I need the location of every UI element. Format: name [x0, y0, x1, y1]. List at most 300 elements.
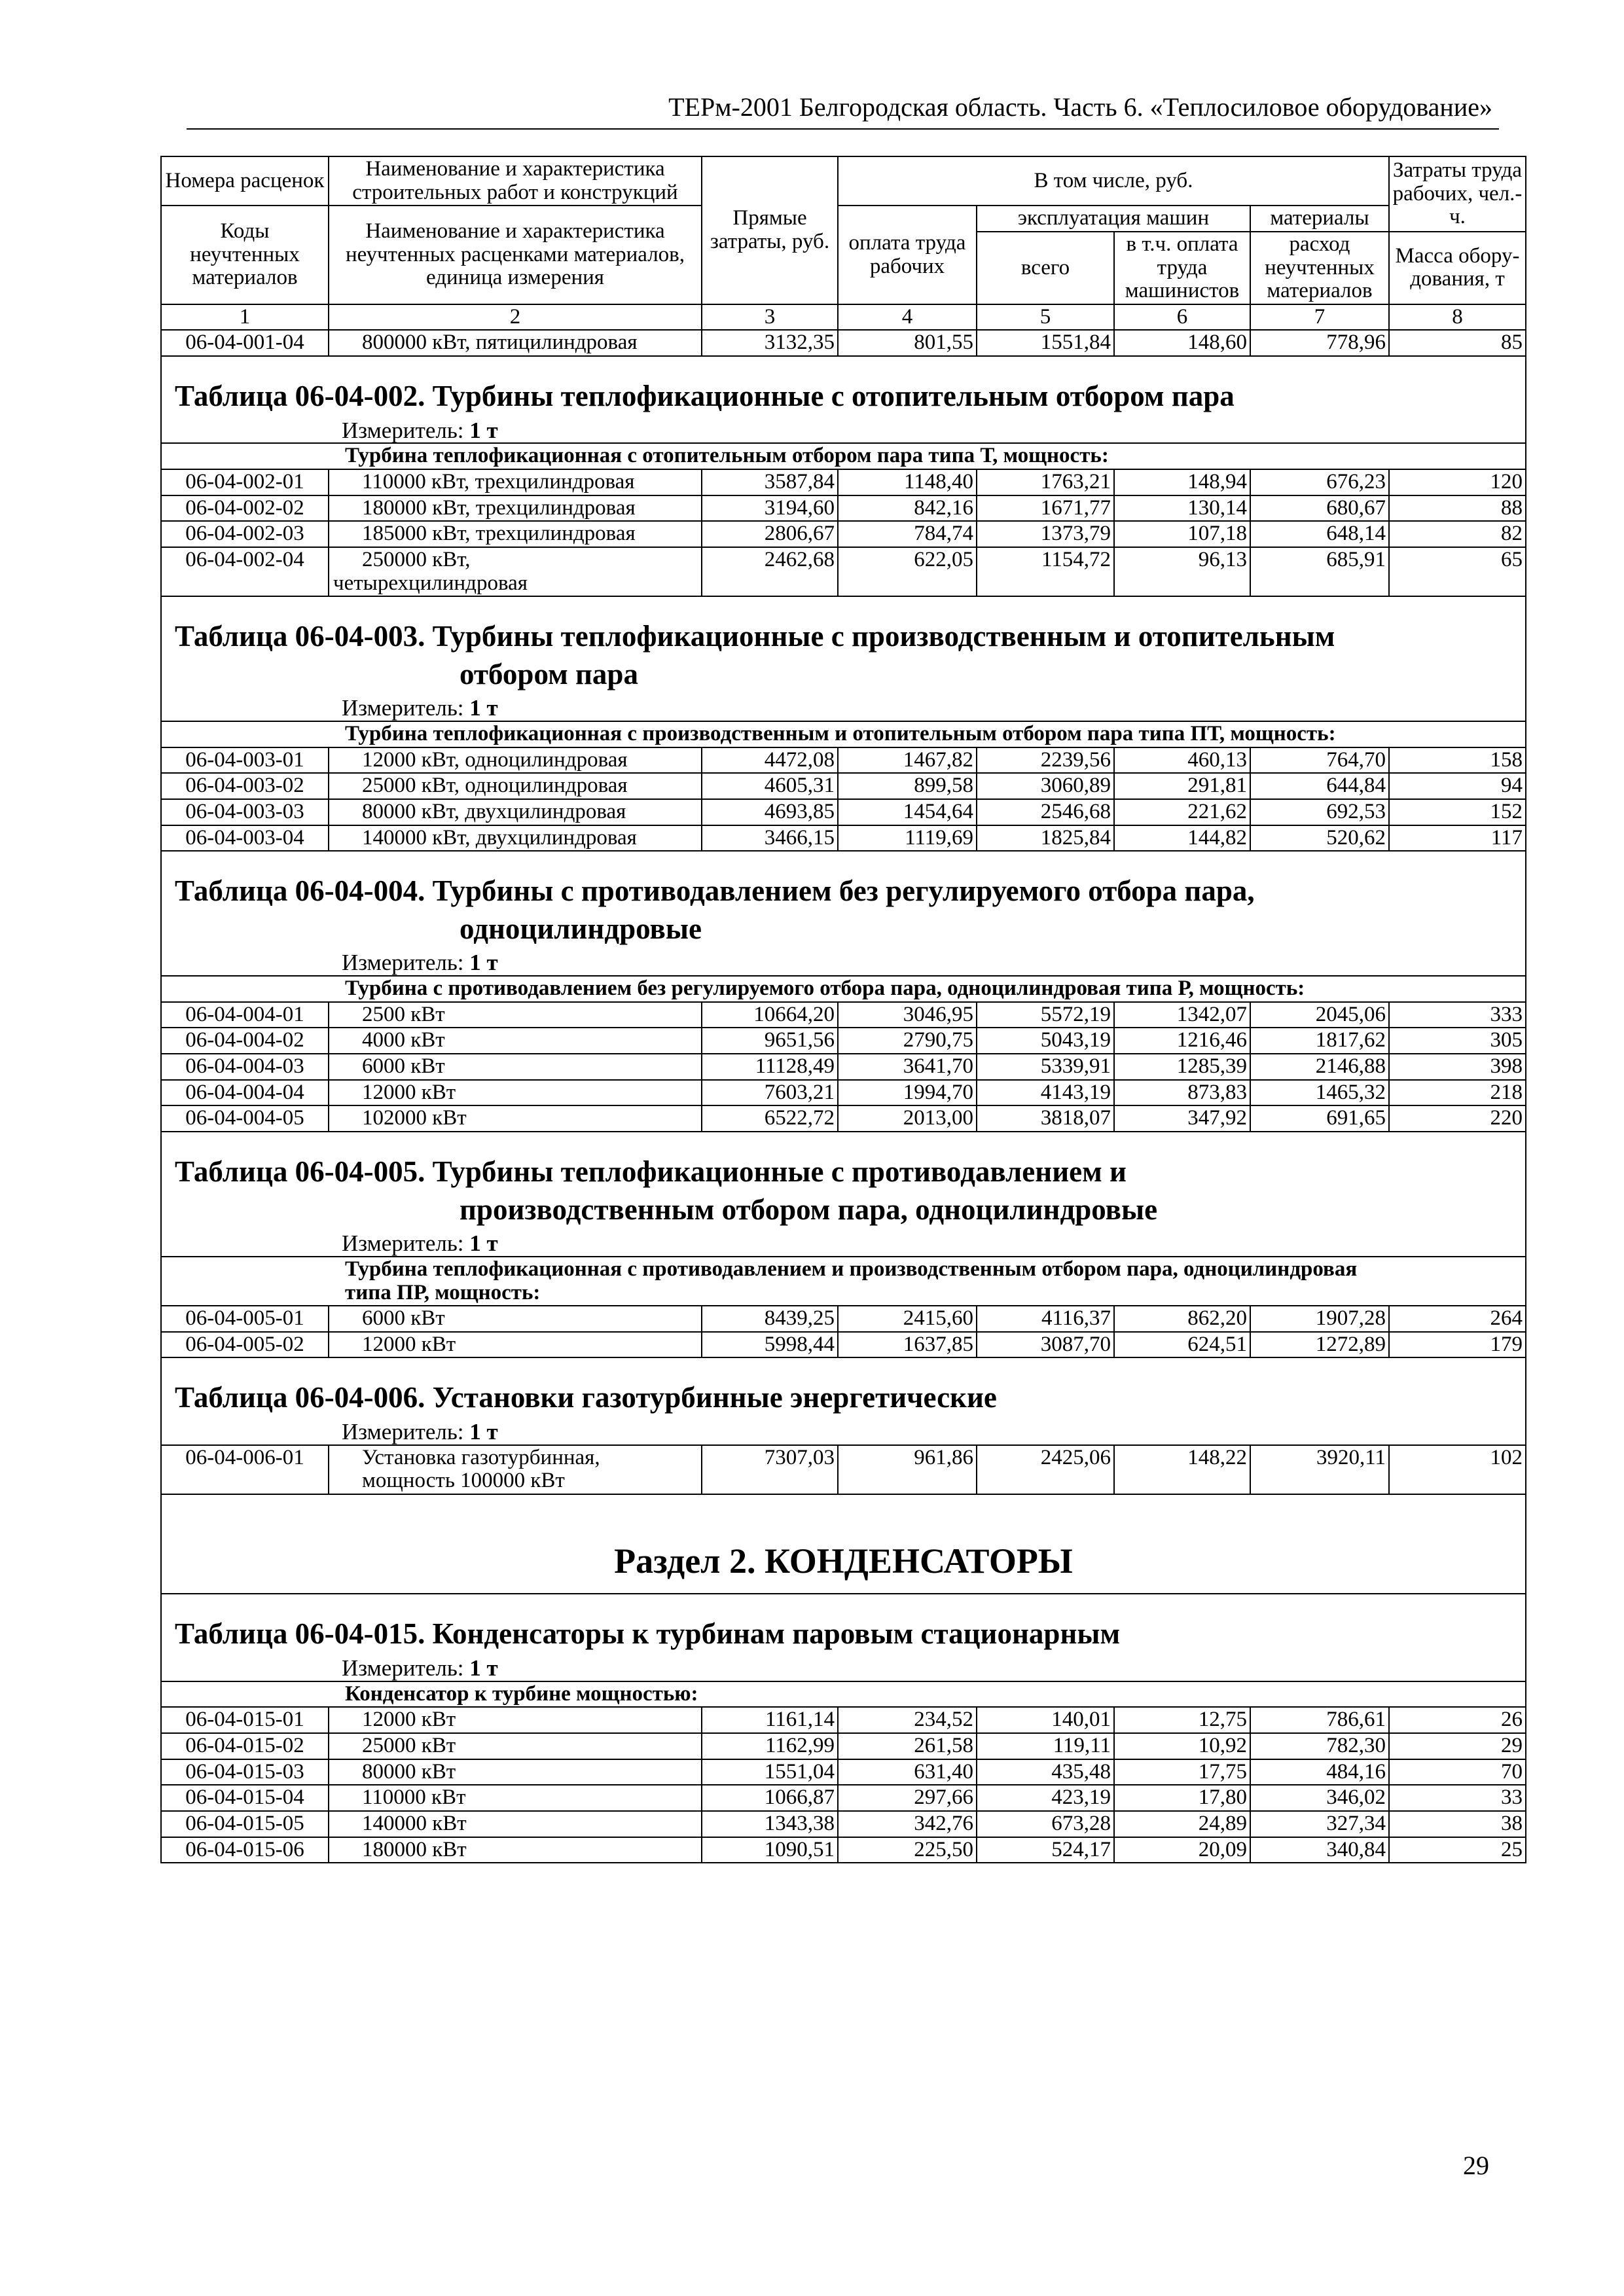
group-row: [161, 1681, 1526, 1708]
col-labor-header: Затраты труда рабочих, чел.-ч.: [1389, 156, 1526, 232]
materials-cost: 1817,62: [1250, 1028, 1389, 1054]
unit-measure-value: 1 т: [469, 1655, 498, 1681]
group-heading-line: Турбина теплофикационная с противодавлением и производственным отбором пара, одноцилиндровая: [345, 1257, 1358, 1281]
rate-name-line: 12000 кВт: [362, 1332, 456, 1356]
table-row: [161, 1811, 1526, 1837]
col-number: 8: [1389, 304, 1526, 331]
rate-code: 06-04-004-01: [161, 1002, 329, 1028]
rates-table-frame: [160, 156, 1525, 1863]
col-direct-costs-header: Прямые затраты, руб.: [702, 156, 838, 304]
rate-code: 06-04-015-02: [161, 1733, 329, 1759]
rates-table-body: [161, 156, 1526, 1863]
worker-wages: 961,86: [838, 1445, 977, 1494]
rate-name: [329, 1306, 702, 1332]
group-row: [161, 721, 1526, 747]
direct-costs: 10664,20: [702, 1002, 838, 1028]
unit-measure: [175, 1420, 1512, 1444]
machinist-wages: 460,13: [1114, 747, 1250, 774]
rate-name: [329, 1054, 702, 1080]
materials-cost: 782,30: [1250, 1733, 1389, 1759]
table-title-line: Таблица 06-04-015. Конденсаторы к турбинам паровым стационарным: [175, 1617, 1121, 1651]
unit-measure-label: Измеритель:: [342, 417, 464, 443]
rate-code: 06-04-015-05: [161, 1811, 329, 1837]
table-title: [175, 378, 1512, 416]
machines-total: 673,28: [977, 1811, 1114, 1837]
section-title: Раздел 2. КОНДЕНСАТОРЫ: [614, 1541, 1073, 1581]
labor-hours: 70: [1389, 1759, 1526, 1785]
rate-name-line: 12000 кВт, одноцилиндровая: [362, 747, 628, 772]
table-title-cell: [161, 1132, 1526, 1257]
machines-total: 423,19: [977, 1785, 1114, 1811]
materials-cost: 685,91: [1250, 547, 1389, 596]
worker-wages: 1637,85: [838, 1332, 977, 1358]
materials-cost: 644,84: [1250, 773, 1389, 799]
col-machinist-wages-header: в т.ч. оплата труда машинистов: [1114, 232, 1250, 304]
labor-hours: 152: [1389, 799, 1526, 825]
labor-hours: 158: [1389, 747, 1526, 774]
materials-cost: 692,53: [1250, 799, 1389, 825]
unit-measure-value: 1 т: [469, 1419, 498, 1445]
labor-hours: 88: [1389, 495, 1526, 522]
table-row: [161, 799, 1526, 825]
machinist-wages: 12,75: [1114, 1707, 1250, 1733]
col-number: 4: [838, 304, 977, 331]
running-header: ТЕРм-2001 Белгородская область. Часть 6. «Теплосиловое оборудование»: [668, 92, 1492, 122]
machines-total: 3060,89: [977, 773, 1114, 799]
rate-name-line: 25000 кВт: [362, 1734, 456, 1758]
rate-code: 06-04-015-04: [161, 1785, 329, 1811]
machines-total: 3087,70: [977, 1332, 1114, 1358]
materials-cost: 1907,28: [1250, 1306, 1389, 1332]
machines-total: 2239,56: [977, 747, 1114, 774]
materials-cost: 778,96: [1250, 330, 1389, 356]
rate-name-line: 80000 кВт: [362, 1759, 456, 1784]
machines-total: 119,11: [977, 1733, 1114, 1759]
rate-code: 06-04-004-02: [161, 1028, 329, 1054]
col-materials-header: материалы: [1250, 206, 1389, 232]
group-heading: [161, 1257, 1526, 1306]
table-row: [161, 521, 1526, 547]
unit-measure: [175, 1231, 1512, 1256]
table-row: [161, 1105, 1526, 1132]
worker-wages: 261,58: [838, 1733, 977, 1759]
column-header-row: [161, 206, 1526, 232]
machinist-wages: 144,82: [1114, 825, 1250, 852]
rate-code: 06-04-003-04: [161, 825, 329, 852]
group-row: [161, 976, 1526, 1002]
machinist-wages: 107,18: [1114, 521, 1250, 547]
rate-name: [329, 1105, 702, 1132]
labor-hours: 305: [1389, 1028, 1526, 1054]
table-row: [161, 1733, 1526, 1759]
worker-wages: 842,16: [838, 495, 977, 522]
machinist-wages: 624,51: [1114, 1332, 1250, 1358]
materials-cost: 1272,89: [1250, 1332, 1389, 1358]
rate-name: [329, 825, 702, 852]
table-row: [161, 330, 1526, 356]
unit-measure-value: 1 т: [469, 417, 498, 443]
rate-code: 06-04-003-03: [161, 799, 329, 825]
worker-wages: 631,40: [838, 1759, 977, 1785]
worker-wages: 2415,60: [838, 1306, 977, 1332]
worker-wages: 1994,70: [838, 1080, 977, 1106]
machines-total: 140,01: [977, 1707, 1114, 1733]
machines-total: 4143,19: [977, 1080, 1114, 1106]
rate-code: 06-04-005-02: [161, 1332, 329, 1358]
unit-measure-value: 1 т: [469, 950, 498, 976]
machinist-wages: 148,94: [1114, 469, 1250, 495]
table-row: [161, 1785, 1526, 1811]
rate-name-line: 102000 кВт: [362, 1106, 467, 1130]
col-mass-header: Масса обору-дования, т: [1389, 232, 1526, 304]
rate-code: 06-04-015-03: [161, 1759, 329, 1785]
worker-wages: 3641,70: [838, 1054, 977, 1080]
rate-name: [329, 747, 702, 774]
rate-code: 06-04-002-02: [161, 495, 329, 522]
rate-name-line: Установка газотурбинная,: [362, 1445, 600, 1469]
table-row: [161, 825, 1526, 852]
col-number: 2: [329, 304, 702, 331]
table-row: [161, 495, 1526, 522]
unit-measure: [175, 950, 1512, 975]
materials-cost: 346,02: [1250, 1785, 1389, 1811]
worker-wages: 1454,64: [838, 799, 977, 825]
labor-hours: 120: [1389, 469, 1526, 495]
machinist-wages: 148,60: [1114, 330, 1250, 356]
worker-wages: 784,74: [838, 521, 977, 547]
table-title: [175, 618, 1512, 693]
table-title: [175, 1379, 1512, 1417]
table-row: [161, 1054, 1526, 1080]
materials-cost: 520,62: [1250, 825, 1389, 852]
table-title: [175, 872, 1512, 948]
worker-wages: 234,52: [838, 1707, 977, 1733]
table-row: [161, 1332, 1526, 1358]
col-machines-total-header: всего: [977, 232, 1114, 304]
machines-total: 5339,91: [977, 1054, 1114, 1080]
rate-name: [329, 1707, 702, 1733]
worker-wages: 622,05: [838, 547, 977, 596]
table-title-row: [161, 851, 1526, 976]
rate-code: 06-04-003-02: [161, 773, 329, 799]
machinist-wages: 130,14: [1114, 495, 1250, 522]
table-title-line: Таблица 06-04-004. Турбины с противодавлением без регулируемого отбора пара,: [175, 874, 1255, 908]
table-title-line: Таблица 06-04-002. Турбины теплофикационные с отопительным отбором пара: [175, 380, 1235, 412]
section-cell: [161, 1494, 1526, 1594]
rate-name-line: 6000 кВт: [362, 1054, 445, 1079]
rate-name: [329, 773, 702, 799]
table-row: [161, 773, 1526, 799]
direct-costs: 1161,14: [702, 1707, 838, 1733]
direct-costs: 2806,67: [702, 521, 838, 547]
labor-hours: 82: [1389, 521, 1526, 547]
machines-total: 1671,77: [977, 495, 1114, 522]
rates-table: [160, 156, 1526, 1863]
labor-hours: 264: [1389, 1306, 1526, 1332]
direct-costs: 11128,49: [702, 1054, 838, 1080]
rate-name: [329, 495, 702, 522]
materials-cost: 680,67: [1250, 495, 1389, 522]
rate-name-line: 110000 кВт, трехцилиндровая: [362, 470, 635, 494]
labor-hours: 26: [1389, 1707, 1526, 1733]
rate-code: 06-04-002-03: [161, 521, 329, 547]
rate-code: 06-04-004-04: [161, 1080, 329, 1106]
table-row: [161, 1080, 1526, 1106]
rate-name-line: 6000 кВт: [362, 1306, 445, 1331]
column-header-row: [161, 156, 1526, 206]
worker-wages: 225,50: [838, 1837, 977, 1863]
table-title-row: [161, 1594, 1526, 1681]
unit-measure-label: Измеритель:: [342, 1230, 464, 1257]
table-title-cell: [161, 1594, 1526, 1681]
table-title-cell: [161, 851, 1526, 976]
table-row: [161, 1028, 1526, 1054]
machinist-wages: 1285,39: [1114, 1054, 1250, 1080]
labor-hours: 33: [1389, 1785, 1526, 1811]
group-heading-line: типа ПР, мощность:: [345, 1280, 541, 1304]
rate-code: 06-04-006-01: [161, 1445, 329, 1494]
group-heading: [161, 976, 1526, 1002]
rate-code: 06-04-015-06: [161, 1837, 329, 1863]
labor-hours: 65: [1389, 547, 1526, 596]
group-heading: [161, 443, 1526, 469]
labor-hours: 218: [1389, 1080, 1526, 1106]
rate-name: [329, 521, 702, 547]
section-row: [161, 1494, 1526, 1594]
table-title-row: [161, 356, 1526, 443]
table-row: [161, 547, 1526, 596]
rate-name: [329, 1785, 702, 1811]
rate-name-line: 180000 кВт: [362, 1837, 467, 1861]
machinist-wages: 862,20: [1114, 1306, 1250, 1332]
table-title-row: [161, 596, 1526, 721]
machines-total: 1825,84: [977, 825, 1114, 852]
table-title-cell: [161, 1357, 1526, 1444]
col-machines-header: эксплуатация машин: [977, 206, 1250, 232]
direct-costs: 3466,15: [702, 825, 838, 852]
col-unaccounted-materials-header: расход неучтенных материалов: [1250, 232, 1389, 304]
rate-name-line: 4000 кВт: [362, 1028, 445, 1052]
rate-name-line: 110000 кВт: [362, 1785, 466, 1810]
direct-costs: 7307,03: [702, 1445, 838, 1494]
rate-code: 06-04-004-05: [161, 1105, 329, 1132]
machines-total: 2425,06: [977, 1445, 1114, 1494]
col-number: 1: [161, 304, 329, 331]
machinist-wages: 20,09: [1114, 1837, 1250, 1863]
unit-measure-label: Измеритель:: [342, 695, 464, 721]
unit-measure: [175, 696, 1512, 721]
worker-wages: 2790,75: [838, 1028, 977, 1054]
labor-hours: 398: [1389, 1054, 1526, 1080]
machines-total: 2546,68: [977, 799, 1114, 825]
table-title-line: одноцилиндровые: [460, 912, 702, 945]
table-row: [161, 1759, 1526, 1785]
machinist-wages: 347,92: [1114, 1105, 1250, 1132]
rate-name-line: четырехцилиндровая: [333, 571, 528, 595]
unit-measure-label: Измеритель:: [342, 950, 464, 976]
direct-costs: 1343,38: [702, 1811, 838, 1837]
direct-costs: 6522,72: [702, 1105, 838, 1132]
rate-name: [329, 469, 702, 495]
direct-costs: 3587,84: [702, 469, 838, 495]
rate-code: 06-04-002-04: [161, 547, 329, 596]
rate-name-line: 185000 кВт, трехцилиндровая: [362, 522, 636, 546]
rate-name-line: 2500 кВт: [362, 1002, 445, 1026]
table-title-row: [161, 1132, 1526, 1257]
rate-name: [329, 1837, 702, 1863]
labor-hours: 117: [1389, 825, 1526, 852]
rate-name: 800000 кВт, пятицилиндровая: [329, 330, 702, 356]
worker-wages: 342,76: [838, 1811, 977, 1837]
machines-total: 1763,21: [977, 469, 1114, 495]
rate-code: 06-04-004-03: [161, 1054, 329, 1080]
machinist-wages: 873,83: [1114, 1080, 1250, 1106]
labor-hours: 333: [1389, 1002, 1526, 1028]
rate-name: [329, 1002, 702, 1028]
machinist-wages: 291,81: [1114, 773, 1250, 799]
table-title-line: Таблица 06-04-005. Турбины теплофикационные с противодавлением и: [175, 1155, 1127, 1188]
direct-costs: 4605,31: [702, 773, 838, 799]
materials-cost: 764,70: [1250, 747, 1389, 774]
group-heading: [161, 1681, 1526, 1708]
table-title-cell: [161, 356, 1526, 443]
rate-name: [329, 1028, 702, 1054]
col-number: 7: [1250, 304, 1389, 331]
unit-measure: [175, 1656, 1512, 1681]
rate-code: 06-04-002-01: [161, 469, 329, 495]
col-work-name-header: Наименование и характеристика строительных работ и конструкций: [329, 156, 702, 206]
table-row: [161, 1306, 1526, 1332]
direct-costs: 4693,85: [702, 799, 838, 825]
group-heading-line: Конденсатор к турбине мощностью:: [345, 1681, 698, 1706]
worker-wages: 2013,00: [838, 1105, 977, 1132]
labor-hours: 179: [1389, 1332, 1526, 1358]
direct-costs: 1090,51: [702, 1837, 838, 1863]
table-row: [161, 1445, 1526, 1494]
group-row: [161, 1257, 1526, 1306]
group-heading-line: Турбина теплофикационная с производственным и отопительным отбором пара типа ПТ, мощность:: [345, 722, 1336, 746]
rate-name-line: 80000 кВт, двухцилиндровая: [362, 800, 626, 823]
direct-costs: 3194,60: [702, 495, 838, 522]
labor-hours: 38: [1389, 1811, 1526, 1837]
labor-hours: 102: [1389, 1445, 1526, 1494]
group-heading-line: Турбина с противодавлением без регулируемого отбора пара, одноцилиндровая типа Р, мощность:: [345, 977, 1305, 1001]
table-title: [175, 1615, 1512, 1653]
rate-code: 06-04-005-01: [161, 1306, 329, 1332]
header-rule: [187, 128, 1499, 130]
table-row: [161, 1707, 1526, 1733]
machines-total: 1373,79: [977, 521, 1114, 547]
group-heading: [161, 721, 1526, 747]
machines-total: 3818,07: [977, 1105, 1114, 1132]
table-title-line: Таблица 06-04-006. Установки газотурбинные энергетические: [175, 1381, 997, 1414]
page-number: 29: [1463, 2151, 1489, 2180]
table-row: [161, 747, 1526, 774]
col-material-name-header: Наименование и характеристика неучтенных расценками материалов, единица измерения: [329, 206, 702, 304]
col-number: 5: [977, 304, 1114, 331]
machines-total: 1154,72: [977, 547, 1114, 596]
rate-name-line: 12000 кВт: [362, 1708, 456, 1732]
machines-total: 5043,19: [977, 1028, 1114, 1054]
rate-name-line: 140000 кВт, двухцилиндровая: [362, 825, 637, 850]
labor-hours: 85: [1389, 330, 1526, 356]
rate-name-line: 25000 кВт, одноцилиндровая: [362, 774, 628, 798]
labor-hours: 29: [1389, 1733, 1526, 1759]
worker-wages: 3046,95: [838, 1002, 977, 1028]
table-title-line: Таблица 06-04-003. Турбины теплофикационные с производственным и отопительным: [175, 620, 1335, 653]
col-number: 3: [702, 304, 838, 331]
machinist-wages: 24,89: [1114, 1811, 1250, 1837]
materials-cost: 786,61: [1250, 1707, 1389, 1733]
rate-name-line: 12000 кВт: [362, 1080, 456, 1104]
worker-wages: 1148,40: [838, 469, 977, 495]
materials-cost: 676,23: [1250, 469, 1389, 495]
col-material-codes-header: Коды неучтенных материалов: [161, 206, 329, 304]
table-title-cell: [161, 596, 1526, 721]
unit-measure: [175, 418, 1512, 443]
machines-total: 435,48: [977, 1759, 1114, 1785]
materials-cost: 327,34: [1250, 1811, 1389, 1837]
machines-total: 4116,37: [977, 1306, 1114, 1332]
table-title-row: [161, 1357, 1526, 1444]
table-row: [161, 469, 1526, 495]
col-wages-header: оплата труда рабочих: [838, 206, 977, 304]
machines-total: 5572,19: [977, 1002, 1114, 1028]
worker-wages: 297,66: [838, 1785, 977, 1811]
table-title-line: производственным отбором пара, одноцилиндровые: [460, 1193, 1158, 1226]
group-heading-line: Турбина теплофикационная с отопительным отбором пара типа Т, мощность:: [345, 444, 1109, 468]
direct-costs: 3132,35: [702, 330, 838, 356]
machinist-wages: 148,22: [1114, 1445, 1250, 1494]
unit-measure-label: Измеритель:: [342, 1655, 464, 1681]
direct-costs: 9651,56: [702, 1028, 838, 1054]
labor-hours: 25: [1389, 1837, 1526, 1863]
rate-name: [329, 1080, 702, 1106]
unit-measure-value: 1 т: [469, 695, 498, 721]
group-row: [161, 443, 1526, 469]
materials-cost: 691,65: [1250, 1105, 1389, 1132]
rate-code: 06-04-003-01: [161, 747, 329, 774]
rate-code: 06-04-001-04: [161, 330, 329, 356]
machinist-wages: 17,75: [1114, 1759, 1250, 1785]
materials-cost: 484,16: [1250, 1759, 1389, 1785]
machinist-wages: 221,62: [1114, 799, 1250, 825]
rate-name-line: мощность 100000 кВт: [362, 1469, 565, 1493]
machinist-wages: 96,13: [1114, 547, 1250, 596]
column-number-row: [161, 304, 1526, 331]
rate-name-line: 250000 кВт,: [362, 547, 471, 571]
table-title-line: отбором пара: [460, 657, 638, 691]
worker-wages: 801,55: [838, 330, 977, 356]
rate-name: [329, 1811, 702, 1837]
labor-hours: 220: [1389, 1105, 1526, 1132]
machinist-wages: 1216,46: [1114, 1028, 1250, 1054]
machinist-wages: 10,92: [1114, 1733, 1250, 1759]
materials-cost: 1465,32: [1250, 1080, 1389, 1106]
direct-costs: 7603,21: [702, 1080, 838, 1106]
rate-name: [329, 1759, 702, 1785]
materials-cost: 2146,88: [1250, 1054, 1389, 1080]
materials-cost: 648,14: [1250, 521, 1389, 547]
unit-measure-value: 1 т: [469, 1230, 498, 1257]
rate-name-line: 140000 кВт: [362, 1811, 467, 1835]
direct-costs: 5998,44: [702, 1332, 838, 1358]
labor-hours: 94: [1389, 773, 1526, 799]
direct-costs: 4472,08: [702, 747, 838, 774]
rate-code: 06-04-015-01: [161, 1707, 329, 1733]
worker-wages: 1467,82: [838, 747, 977, 774]
direct-costs: 1162,99: [702, 1733, 838, 1759]
